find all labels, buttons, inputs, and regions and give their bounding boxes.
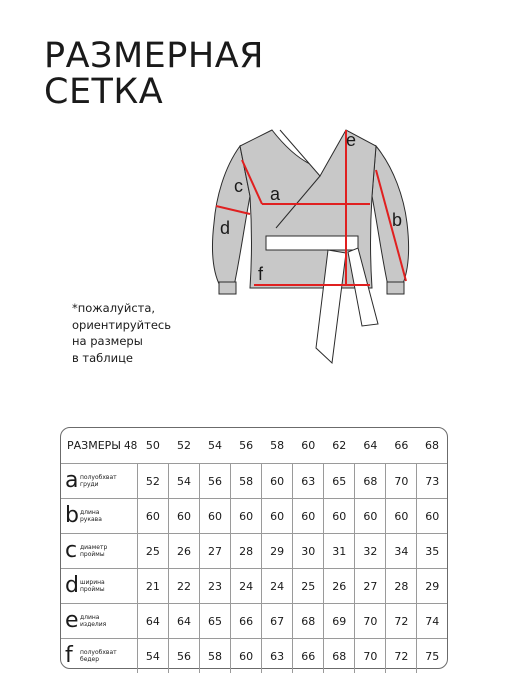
row-letter: b <box>65 503 79 528</box>
table-cell: 35 <box>417 534 447 569</box>
table-cell: 60 <box>231 499 262 534</box>
table-cell: 29 <box>417 569 447 604</box>
table-cell: 56 <box>200 464 231 499</box>
table-cell: 70 <box>355 639 386 674</box>
table-cell: 25 <box>293 569 324 604</box>
table-cell: 68 <box>293 604 324 639</box>
note-line: ориентируйтесь <box>72 317 172 332</box>
table-cell: 67 <box>262 604 293 639</box>
table-cell: 29 <box>262 534 293 569</box>
header-label: РАЗМЕРЫ <box>67 439 121 452</box>
table-cell: 58 <box>200 639 231 674</box>
table-cell: 68 <box>355 464 386 499</box>
table-cell: 75 <box>417 639 447 674</box>
size-table-frame <box>60 427 448 669</box>
table-cell: 24 <box>231 569 262 604</box>
table-cell: 60 <box>262 464 293 499</box>
row-letter: c <box>65 538 78 563</box>
row-letter: a <box>65 468 79 493</box>
empty-cell <box>124 639 137 674</box>
size-cell: 58 <box>270 439 285 452</box>
table-cell: 21 <box>137 569 168 604</box>
table-cell: 60 <box>417 499 447 534</box>
row-label <box>61 499 124 534</box>
table-cell: 63 <box>262 639 293 674</box>
table-row <box>61 604 447 639</box>
table-cell: 58 <box>231 464 262 499</box>
row-letter: d <box>65 573 79 598</box>
table-cell: 64 <box>137 604 168 639</box>
empty-cell <box>124 569 137 604</box>
table-cell: 69 <box>324 604 355 639</box>
empty-cell <box>124 604 137 639</box>
table-cell: 60 <box>168 499 199 534</box>
table-cell: 24 <box>262 569 293 604</box>
table-cell: 65 <box>200 604 231 639</box>
label-f: f <box>258 264 264 284</box>
size-cell: 48 <box>124 439 138 452</box>
note-text <box>72 300 171 366</box>
note-line: *пожалуйста, <box>72 301 156 315</box>
table-cell: 31 <box>324 534 355 569</box>
left-cuff <box>219 282 236 294</box>
row-letter: f <box>65 643 73 668</box>
size-cell: 54 <box>208 439 223 452</box>
table-cell: 60 <box>262 499 293 534</box>
table-cell: 74 <box>417 604 447 639</box>
table-cell: 60 <box>386 499 417 534</box>
label-d: d <box>220 218 231 238</box>
right-sleeve <box>372 146 409 286</box>
row-desc: длина <box>80 509 100 516</box>
row-label <box>61 534 124 569</box>
table-cell: 32 <box>355 534 386 569</box>
note-line: на размеры <box>72 334 143 348</box>
row-desc: груди <box>80 481 99 488</box>
table-cell: 66 <box>231 604 262 639</box>
page-title <box>44 38 264 110</box>
label-a: a <box>270 184 281 204</box>
table-cell: 73 <box>417 464 447 499</box>
row-desc: полуобхват <box>80 474 117 481</box>
table-row <box>61 534 447 569</box>
table-header-row <box>61 428 447 464</box>
table-cell: 26 <box>324 569 355 604</box>
table-cell: 68 <box>324 639 355 674</box>
table-cell: 56 <box>168 639 199 674</box>
table-cell: 27 <box>355 569 386 604</box>
table-cell: 54 <box>168 464 199 499</box>
table-cell: 54 <box>137 639 168 674</box>
table-cell: 70 <box>355 604 386 639</box>
table-cell: 22 <box>168 569 199 604</box>
table-cell: 28 <box>386 569 417 604</box>
row-label <box>61 604 124 639</box>
table-cell: 25 <box>137 534 168 569</box>
title-line-1: РАЗМЕРНАЯ <box>44 36 264 76</box>
belt <box>266 236 358 250</box>
row-desc: изделия <box>80 621 107 628</box>
table-cell: 28 <box>231 534 262 569</box>
table-row <box>61 569 447 604</box>
row-desc: полуобхват <box>80 649 117 656</box>
table-cell: 65 <box>324 464 355 499</box>
row-desc: бедер <box>80 656 100 663</box>
row-desc: длина <box>80 614 100 621</box>
row-desc: проймы <box>80 551 105 558</box>
size-cell: 52 <box>176 439 191 452</box>
row-label <box>61 464 124 499</box>
label-c: c <box>234 176 243 196</box>
table-cell: 72 <box>386 639 417 674</box>
label-e: e <box>346 130 357 150</box>
table-cell: 70 <box>386 464 417 499</box>
table-cell: 26 <box>168 534 199 569</box>
table-cell: 23 <box>200 569 231 604</box>
table-cell: 30 <box>293 534 324 569</box>
table-row <box>61 464 447 499</box>
table-cell: 60 <box>137 499 168 534</box>
row-desc: проймы <box>80 586 105 593</box>
table-cell: 63 <box>293 464 324 499</box>
row-label <box>61 569 124 604</box>
size-cell: 62 <box>332 439 347 452</box>
table-cell: 34 <box>386 534 417 569</box>
table-cell: 60 <box>324 499 355 534</box>
table-cell: 60 <box>355 499 386 534</box>
title-line-2: СЕТКА <box>44 72 164 112</box>
table-row <box>61 499 447 534</box>
row-desc: диаметр <box>80 544 108 551</box>
table-cell: 60 <box>293 499 324 534</box>
right-cuff <box>387 282 404 294</box>
row-label <box>61 639 124 674</box>
size-table <box>61 428 447 673</box>
note-line: в таблице <box>72 350 133 365</box>
row-desc: рукава <box>80 516 102 523</box>
row-desc: ширина <box>80 579 105 586</box>
size-cell: 64 <box>363 439 378 452</box>
empty-cell <box>124 464 137 499</box>
row-letter: e <box>65 608 79 633</box>
table-cell: 27 <box>200 534 231 569</box>
table-cell: 72 <box>386 604 417 639</box>
table-cell: 64 <box>168 604 199 639</box>
empty-cell <box>124 499 137 534</box>
empty-cell <box>124 534 137 569</box>
table-cell: 60 <box>231 639 262 674</box>
size-cell: 50 <box>145 439 160 452</box>
size-cell: 68 <box>424 439 439 452</box>
table-row <box>61 639 447 674</box>
table-cell: 60 <box>200 499 231 534</box>
size-cell: 56 <box>239 439 254 452</box>
size-cell: 60 <box>301 439 316 452</box>
label-b: b <box>392 210 403 230</box>
garment-diagram <box>200 118 440 373</box>
table-cell: 52 <box>137 464 168 499</box>
size-cell: 66 <box>394 439 409 452</box>
table-cell: 66 <box>293 639 324 674</box>
